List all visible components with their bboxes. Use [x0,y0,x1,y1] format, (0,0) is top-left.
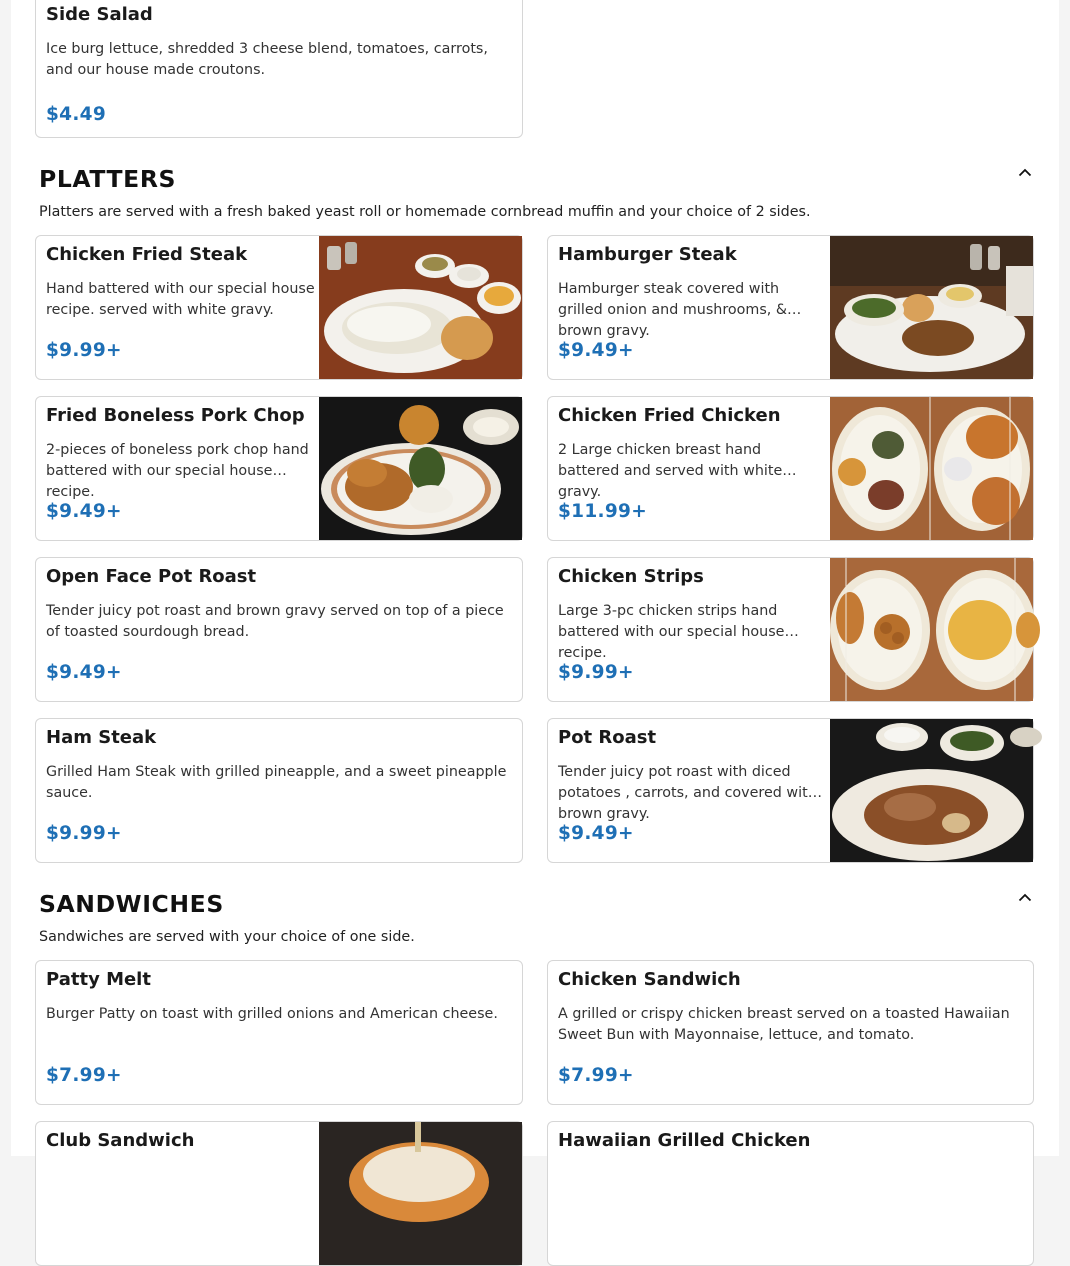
item-description: Burger Patty on toast with grilled onions and American cheese. [46,1006,498,1022]
menu-item-hamburger-steak[interactable] [547,235,1034,380]
item-price: $9.49+ [558,340,634,361]
menu-page [11,0,1059,1156]
item-price: $9.99+ [46,823,122,844]
item-description: Ice burg lettuce, shredded 3 cheese blend, tomatoes, carrots, and our house made croutons. [46,41,488,78]
item-price: $9.49+ [46,662,122,683]
food-photo [830,719,1033,862]
item-description: Tender juicy pot roast with diced potatoes , carrots, and covered with brown gravy. [558,764,817,822]
chevron-up-icon [1018,893,1032,902]
food-photo [319,397,522,540]
menu-item-chicken-sandwich[interactable] [547,960,1034,1105]
item-name: Club Sandwich [46,1130,195,1151]
item-description: Hamburger steak covered with grilled onion and mushrooms, & brown gravy. [558,281,788,339]
item-name: Chicken Fried Chicken [558,405,781,426]
item-name: Chicken Fried Steak [46,244,248,265]
item-name: Ham Steak [46,727,157,748]
collapse-sandwiches-button[interactable] [1015,887,1035,907]
menu-item-chicken-fried-chicken[interactable] [547,396,1034,541]
item-description: 2 Large chicken breast hand battered and served with white gravy. [558,442,783,500]
item-price: $7.99+ [46,1065,122,1086]
food-photo [319,1122,522,1265]
menu-item-ham-steak[interactable] [35,718,523,863]
item-description: A grilled or crispy chicken breast served on a toasted Hawaiian Sweet Bun with Mayonnaise, lettuce, and tomato. [558,1006,1010,1043]
item-name: Pot Roast [558,727,657,748]
menu-item-chicken-fried-steak[interactable] [35,235,523,380]
item-description: 2-pieces of boneless pork chop hand battered with our special house recipe. [46,442,309,500]
item-name: Hawaiian Grilled Chicken [558,1130,811,1151]
item-price: $9.49+ [558,823,634,844]
menu-item-side-salad[interactable] [35,0,523,138]
section-title-sandwiches: SANDWICHES [39,890,224,918]
menu-item-club-sandwich[interactable] [35,1121,523,1266]
item-name: Hamburger Steak [558,244,737,265]
item-description: Tender juicy pot roast and brown gravy served on top of a piece of toasted sourdough bread. [46,603,504,640]
item-description: Grilled Ham Steak with grilled pineapple, and a sweet pineapple sauce. [46,764,507,801]
food-photo [830,397,1033,540]
item-price: $9.99+ [558,662,634,683]
item-name: Chicken Strips [558,566,704,587]
item-description: Hand battered with our special house recipe. served with white gravy. [46,281,315,318]
item-name: Patty Melt [46,969,151,990]
item-price: $9.49+ [46,501,122,522]
item-name: Open Face Pot Roast [46,566,257,587]
collapse-platters-button[interactable] [1015,162,1035,182]
item-name: Chicken Sandwich [558,969,741,990]
chevron-up-icon [1018,168,1032,177]
menu-item-pot-roast[interactable] [547,718,1034,863]
item-price: $7.99+ [558,1065,634,1086]
section-title-platters: PLATTERS [39,165,177,193]
menu-item-hawaiian-grilled-chicken[interactable] [547,1121,1034,1266]
food-photo [830,236,1033,379]
section-description-platters: Platters are served with a fresh baked yeast roll or homemade cornbread muffin and your choice of 2 sides. [39,204,811,220]
item-name: Fried Boneless Pork Chop [46,405,305,426]
item-price: $11.99+ [558,501,647,522]
section-description-sandwiches: Sandwiches are served with your choice of one side. [39,929,415,945]
menu-item-patty-melt[interactable] [35,960,523,1105]
food-photo [830,558,1033,701]
item-price: $9.99+ [46,340,122,361]
food-photo [319,236,522,379]
menu-item-open-face-pot-roast[interactable] [35,557,523,702]
menu-item-chicken-strips[interactable] [547,557,1034,702]
item-description: Large 3-pc chicken strips hand battered with our special house recipe. [558,603,785,661]
menu-item-fried-boneless-pork-chop[interactable] [35,396,523,541]
item-name: Side Salad [46,4,153,25]
item-price: $4.49 [46,104,107,125]
